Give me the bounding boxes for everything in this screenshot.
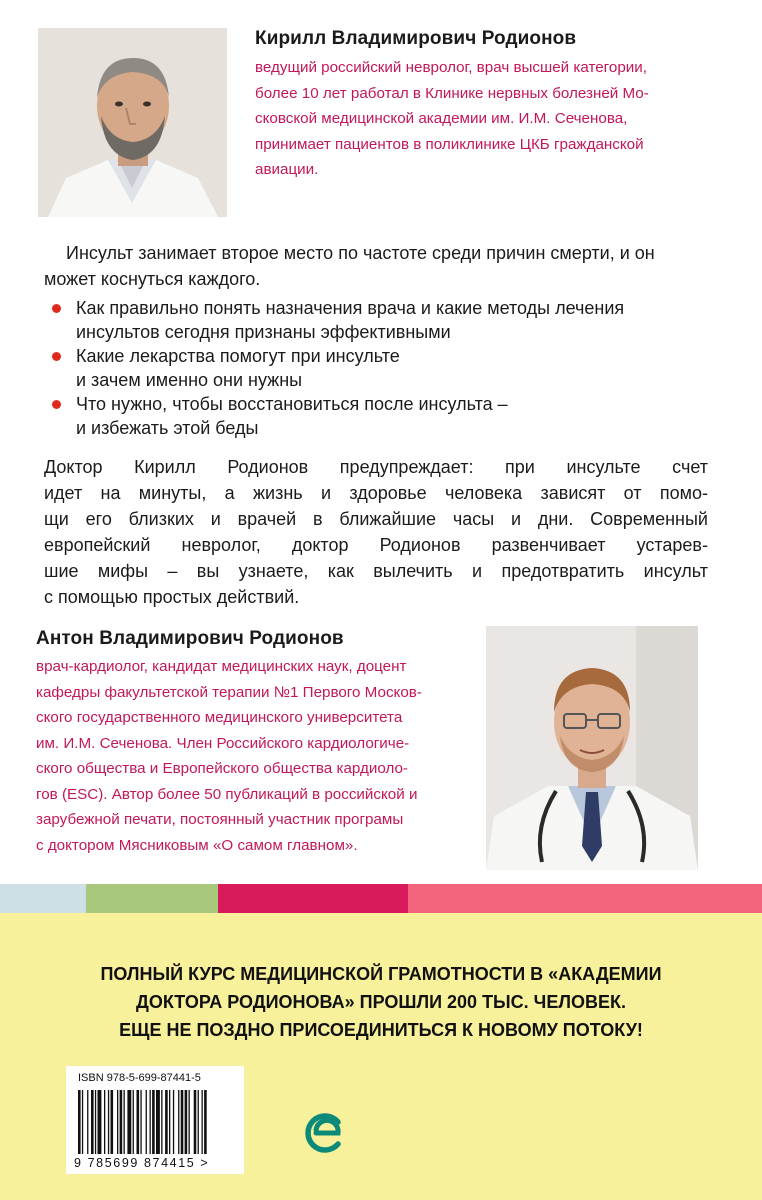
cta-line: ДОКТОРА РОДИОНОВА» ПРОШЛИ 200 ТЫС. ЧЕЛОВЕК. — [136, 992, 626, 1012]
barcode-bar — [156, 1090, 160, 1154]
barcode-bar — [169, 1090, 170, 1154]
stripe-segment — [408, 884, 762, 913]
barcode-bar — [178, 1090, 179, 1154]
barcode-bar — [146, 1090, 147, 1154]
description-line: щи его близких и врачей в ближайшие часы и дни. Современный — [44, 509, 708, 529]
barcode-bar — [189, 1090, 190, 1154]
author2-name: Антон Владимирович Родионов — [36, 628, 344, 649]
cta-line: ПОЛНЫЙ КУРС МЕДИЦИНСКОЙ ГРАМОТНОСТИ В «АКАДЕМИИ — [100, 964, 662, 984]
bullet-line: Как правильно понять назначения врача и какие методы лечения — [76, 298, 625, 318]
barcode-bar — [104, 1090, 105, 1154]
barcode-bar — [120, 1090, 123, 1154]
barcode-bar — [78, 1090, 81, 1154]
barcode-bar — [137, 1090, 140, 1154]
author2-bio-line: гов (ESC). Автор более 50 публикаций в российской и — [36, 785, 418, 803]
author1-bio — [255, 55, 707, 183]
barcode-bar — [204, 1090, 207, 1154]
isbn-label: ISBN 978-5-699-87441-5 — [78, 1072, 201, 1084]
author2-bio-line: им. И.М. Сеченова. Член Российского кардиологиче- — [36, 734, 410, 752]
bullet-dot-icon — [52, 400, 61, 409]
author2-bio-line: кафедры факультетской терапии №1 Первого Москов- — [36, 683, 422, 701]
author1-bio-line: более 10 лет работал в Клинике нервных болезней Мо- — [255, 84, 649, 102]
author1-name: Кирилл Владимирович Родионов — [255, 28, 577, 49]
barcode-bar — [165, 1090, 168, 1154]
author2-bio-line: с доктором Мясниковым «О самом главном». — [36, 836, 358, 854]
intro-line: Инсульт занимает второе место по частоте среди причин смерти, и он — [66, 243, 655, 263]
eksmo-logo-icon — [302, 1108, 352, 1158]
cta-text — [20, 960, 742, 1044]
bullet-line: Какие лекарства помогут при инсульте — [76, 346, 400, 366]
bullet-line: и избежать этой беды — [76, 418, 259, 438]
barcode-bar — [173, 1090, 174, 1154]
barcode-digits: 9 785699 874415 > — [74, 1156, 210, 1170]
barcode-bar — [108, 1090, 109, 1154]
bullet-line: и зачем именно они нужны — [76, 370, 303, 390]
author1-bio-line: авиации. — [255, 161, 319, 178]
barcode-bar — [98, 1090, 102, 1154]
barcode-bar — [82, 1090, 83, 1154]
description-last-line: с помощью простых действий. — [44, 587, 300, 607]
author2-bio — [36, 654, 454, 858]
author2-bio-line: ского общества и Европейского общества кардиоло- — [36, 760, 408, 777]
author2-bio-line: зарубежной печати, постоянный участник програмы — [36, 811, 404, 828]
barcode-bar — [198, 1090, 199, 1154]
stripe-segment — [86, 884, 218, 913]
bullet-line: Что нужно, чтобы восстановиться после инсульта – — [76, 394, 508, 414]
description-line: идет на минуты, а жизнь и здоровье человека зависят от помо- — [44, 483, 708, 503]
author1-photo — [38, 28, 227, 217]
author2-bio-line: ского государственного медицинского университета — [36, 709, 403, 726]
description-line: шие мифы – вы узнаете, как вылечить и предотвратить инсульт — [44, 561, 708, 581]
intro-line: может коснуться каждого. — [44, 269, 261, 289]
bullet-dot-icon — [52, 352, 61, 361]
barcode-bar — [161, 1090, 162, 1154]
author2-photo — [486, 626, 698, 870]
description-text — [44, 454, 708, 584]
stripe-segment — [218, 884, 408, 913]
barcode-bar — [133, 1090, 134, 1154]
barcode-bar — [111, 1090, 114, 1154]
barcode-bar — [87, 1090, 88, 1154]
barcode-bar — [140, 1090, 141, 1154]
author1-bio-line: сковской медицинской академии им. И.М. Сеченова, — [255, 110, 628, 127]
bullet-line: инсультов сегодня признаны эффективными — [76, 322, 451, 342]
barcode — [66, 1066, 244, 1174]
barcode-bar — [181, 1090, 184, 1154]
barcode-bar — [127, 1090, 131, 1154]
author1-bio-line: принимает пациентов в поликлинике ЦКБ гражданской — [255, 135, 644, 153]
author2-bio-line: врач-кардиолог, кандидат медицинских наук, доцент — [36, 658, 407, 675]
description-line: Доктор Кирилл Родионов предупреждает: при инсульте счет — [44, 457, 708, 477]
author1-bio-line: ведущий российский невролог, врач высшей категории, — [255, 59, 647, 76]
bullet-item — [44, 392, 704, 440]
intro-text — [44, 240, 724, 292]
barcode-bar — [95, 1090, 96, 1154]
barcode-bar — [202, 1090, 203, 1154]
barcode-bar — [152, 1090, 155, 1154]
barcode-bar — [194, 1090, 197, 1154]
stripe-segment — [0, 884, 86, 913]
barcode-bar — [124, 1090, 125, 1154]
barcode-bar — [117, 1090, 118, 1154]
bullet-item — [44, 296, 704, 344]
barcode-bar — [185, 1090, 188, 1154]
cta-line: ЕЩЕ НЕ ПОЗДНО ПРИСОЕДИНИТЬСЯ К НОВОМУ ПОТОКУ! — [119, 1020, 643, 1040]
bullet-dot-icon — [52, 304, 61, 313]
description-line: европейский невролог, доктор Родионов развенчивает устарев- — [44, 535, 708, 555]
barcode-bar — [150, 1090, 151, 1154]
barcode-bar — [91, 1090, 94, 1154]
bullet-item — [44, 344, 704, 392]
